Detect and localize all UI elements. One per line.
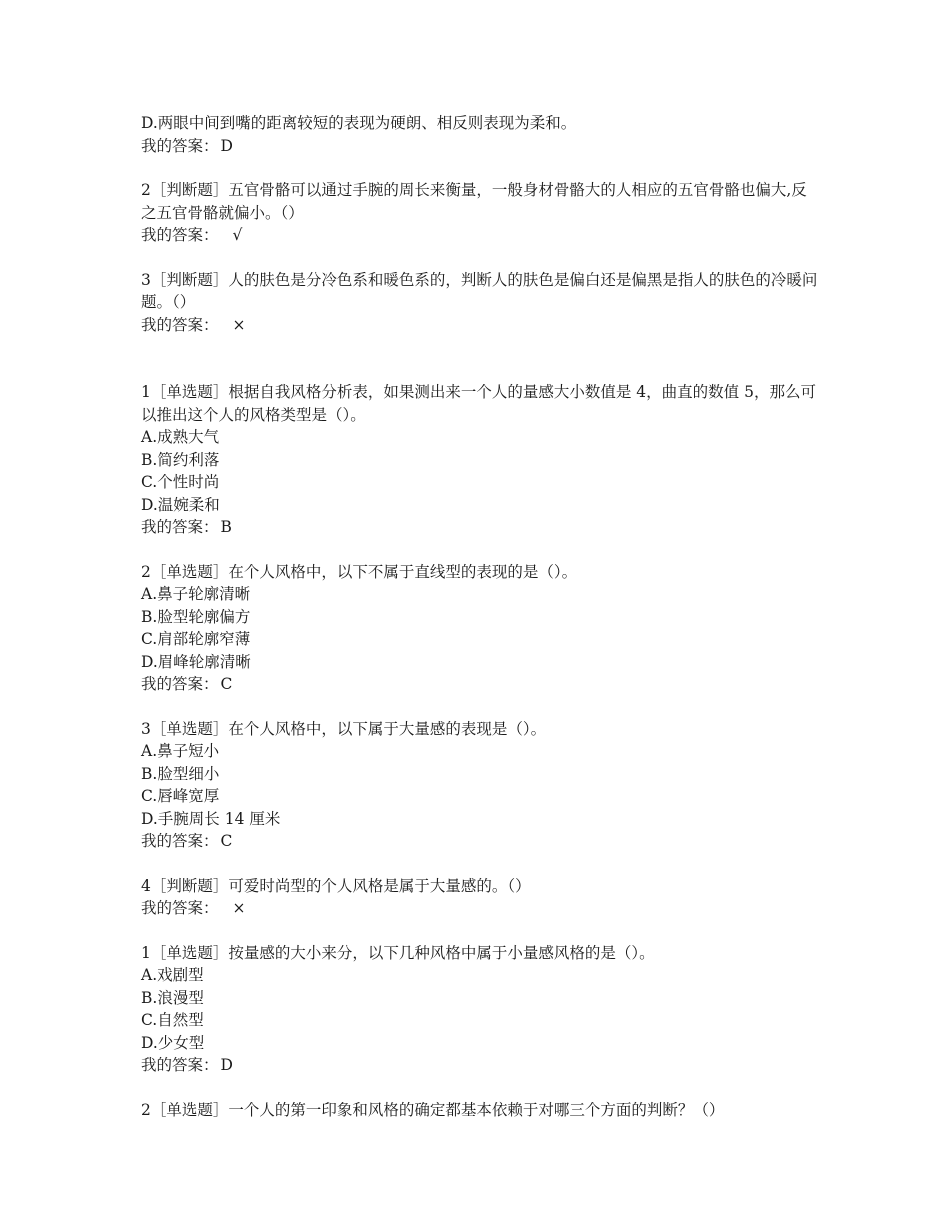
answer-value: D (220, 1056, 233, 1074)
answer-value: D (220, 136, 233, 155)
answer-value: × (232, 899, 246, 917)
question-text: 3［单选题］在个人风格中，以下属于大量感的表现是（）。 (141, 719, 547, 738)
question-block-2 (141, 269, 821, 337)
answer-value: √ (232, 226, 243, 244)
option-text: A.戏剧型 (141, 966, 204, 984)
answer-value: × (232, 315, 246, 334)
answer-label: 我的答案： (141, 518, 219, 536)
answer-value: B (220, 518, 232, 536)
question-block-0 (141, 112, 821, 157)
answer-label: 我的答案： (141, 899, 219, 917)
option-text: D.手腕周长 14 厘米 (141, 809, 281, 828)
answer-label: 我的答案： (141, 832, 219, 850)
question-block-3 (141, 381, 821, 539)
question-text: 3［判断题］人的肤色是分冷色系和暖色系的，判断人的肤色是偏白还是偏黑是指人的肤色的冷暖问题。（） (141, 270, 818, 311)
answer-line (141, 1054, 821, 1077)
answer-line (141, 224, 821, 247)
answer-line (141, 314, 821, 337)
answer-label: 我的答案： (141, 226, 219, 244)
option-text: B.简约利落 (141, 450, 220, 469)
answer-label: 我的答案： (141, 1056, 219, 1074)
answer-value: C (220, 675, 233, 693)
question-text: 2［判断题］五官骨骼可以通过手腕的周长来衡量，一般身材骨骼大的人相应的五官骨骼也偏大,反之五官骨骼就偏小。（） (141, 181, 807, 222)
question-block-7 (141, 942, 821, 1077)
document-body (141, 112, 821, 1143)
option-text: C.自然型 (141, 1011, 204, 1029)
option-text: A.鼻子短小 (141, 742, 220, 760)
question-text: 1［单选题］根据自我风格分析表，如果测出来一个人的量感大小数值是 4，曲直的数值 5，那么可以推出这个人的风格类型是（）。 (141, 383, 816, 424)
answer-line (141, 135, 821, 158)
question-text: 2［单选题］在个人风格中，以下不属于直线型的表现的是（）。 (141, 562, 578, 581)
question-block-1 (141, 179, 821, 247)
option-text: C.唇峰宽厚 (141, 787, 220, 805)
answer-label: 我的答案： (141, 136, 219, 155)
option-text: B.脸型细小 (141, 764, 220, 783)
question-text: 4［判断题］可爱时尚型的个人风格是属于大量感的。（） (141, 876, 531, 895)
question-block-4 (141, 561, 821, 696)
option-text: D.眉峰轮廓清晰 (141, 652, 251, 671)
option-text: D.温婉柔和 (141, 495, 220, 514)
option-text: B.脸型轮廓偏方 (141, 607, 251, 626)
option-text: C.肩部轮廓窄薄 (141, 630, 251, 648)
option-text: B.浪漫型 (141, 988, 204, 1007)
option-text: A.鼻子轮廓清晰 (141, 585, 251, 603)
question-block-8 (141, 1099, 821, 1122)
question-text: 2［单选题］一个人的第一印象和风格的确定都基本依赖于对哪三个方面的判断？（） (141, 1100, 725, 1119)
option-text: D.两眼中间到嘴的距离较短的表现为硬朗、相反则表现为柔和。 (141, 114, 577, 132)
answer-line (141, 830, 821, 853)
option-text: D.少女型 (141, 1033, 205, 1052)
answer-line (141, 516, 821, 539)
question-text: 1［单选题］按量感的大小来分，以下几种风格中属于小量感风格的是（）。 (141, 943, 655, 962)
answer-label: 我的答案： (141, 675, 219, 693)
answer-value: C (220, 832, 233, 850)
answer-line (141, 673, 821, 696)
question-block-5 (141, 718, 821, 853)
option-text: C.个性时尚 (141, 473, 220, 491)
answer-label: 我的答案： (141, 315, 219, 334)
answer-line (141, 897, 821, 920)
question-block-6 (141, 875, 821, 920)
option-text: A.成熟大气 (141, 428, 220, 446)
